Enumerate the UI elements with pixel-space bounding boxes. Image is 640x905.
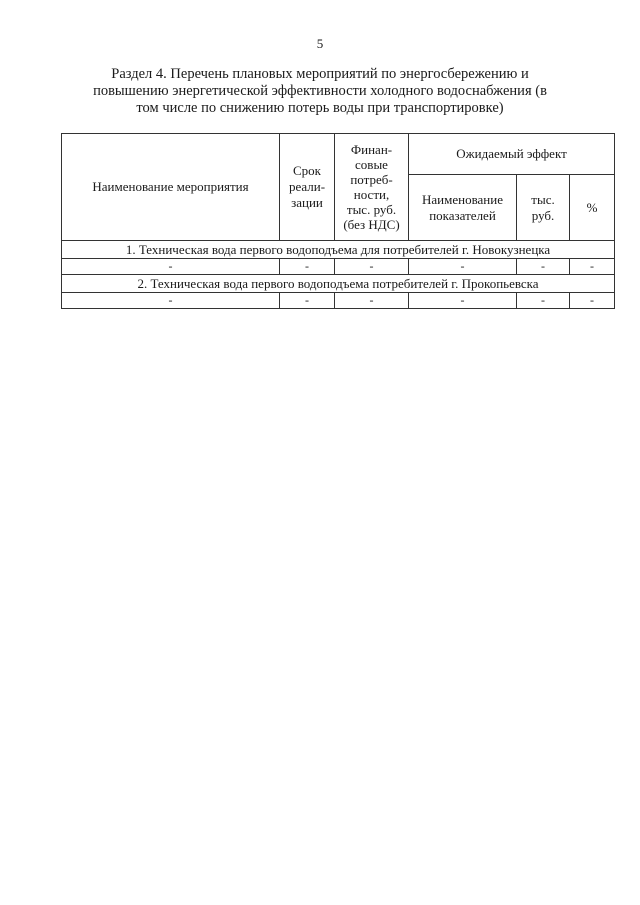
header-financial-line: потреб- xyxy=(350,172,393,187)
section-title-line: Раздел 4. Перечень плановых мероприятий по энергосбережению и xyxy=(111,66,529,82)
header-indicator-line: Наименование xyxy=(422,191,503,207)
header-term xyxy=(280,134,335,241)
header-percent: % xyxy=(570,175,615,241)
header-financial-line: совые xyxy=(355,157,388,172)
header-term-line: реали- xyxy=(288,179,326,194)
section-title-line: повышению энергетической эффективности холодного водоснабжения (в xyxy=(93,83,547,99)
page-number: 5 xyxy=(316,36,324,51)
header-indicator-line: показателей xyxy=(429,207,496,223)
header-financial-line: ности, xyxy=(353,187,390,202)
table-cell: - xyxy=(335,293,409,309)
table-cell: - xyxy=(409,293,517,309)
header-expected-effect: Ожидаемый эффект xyxy=(409,134,615,175)
header-indicator-name xyxy=(409,175,517,241)
table-cell: - xyxy=(280,259,335,275)
table-cell: - xyxy=(570,293,615,309)
measures-table xyxy=(61,133,615,309)
header-financial-line: (без НДС) xyxy=(343,217,400,232)
header-thousand-rub xyxy=(517,175,570,241)
table-cell: - xyxy=(62,259,280,275)
group-title: 1. Техническая вода первого водоподъема для потребителей г. Новокузнецка xyxy=(62,241,615,259)
table-cell: - xyxy=(280,293,335,309)
header-measure-name: Наименование мероприятия xyxy=(62,134,280,241)
group-title: 2. Техническая вода первого водоподъема потребителей г. Прокопьевска xyxy=(62,275,615,293)
group-row xyxy=(62,241,615,259)
header-term-line: зации xyxy=(291,195,323,210)
header-thousand-rub-line: тыс. xyxy=(531,191,555,207)
table-cell: - xyxy=(335,259,409,275)
table-cell: - xyxy=(570,259,615,275)
section-title-line: том числе по снижению потерь воды при транспортировке) xyxy=(136,100,504,116)
table-cell: - xyxy=(62,293,280,309)
table-cell: - xyxy=(517,293,570,309)
header-financial-line: Финан- xyxy=(350,142,393,157)
section-title xyxy=(78,66,562,117)
header-financial-line: тыс. руб. xyxy=(346,202,397,217)
table-row xyxy=(62,293,615,309)
table-cell: - xyxy=(517,259,570,275)
table-cell: - xyxy=(409,259,517,275)
header-financial-needs xyxy=(335,134,409,241)
header-thousand-rub-line: руб. xyxy=(531,207,555,223)
header-term-line: Срок xyxy=(293,163,321,178)
table-row xyxy=(62,259,615,275)
group-row xyxy=(62,275,615,293)
